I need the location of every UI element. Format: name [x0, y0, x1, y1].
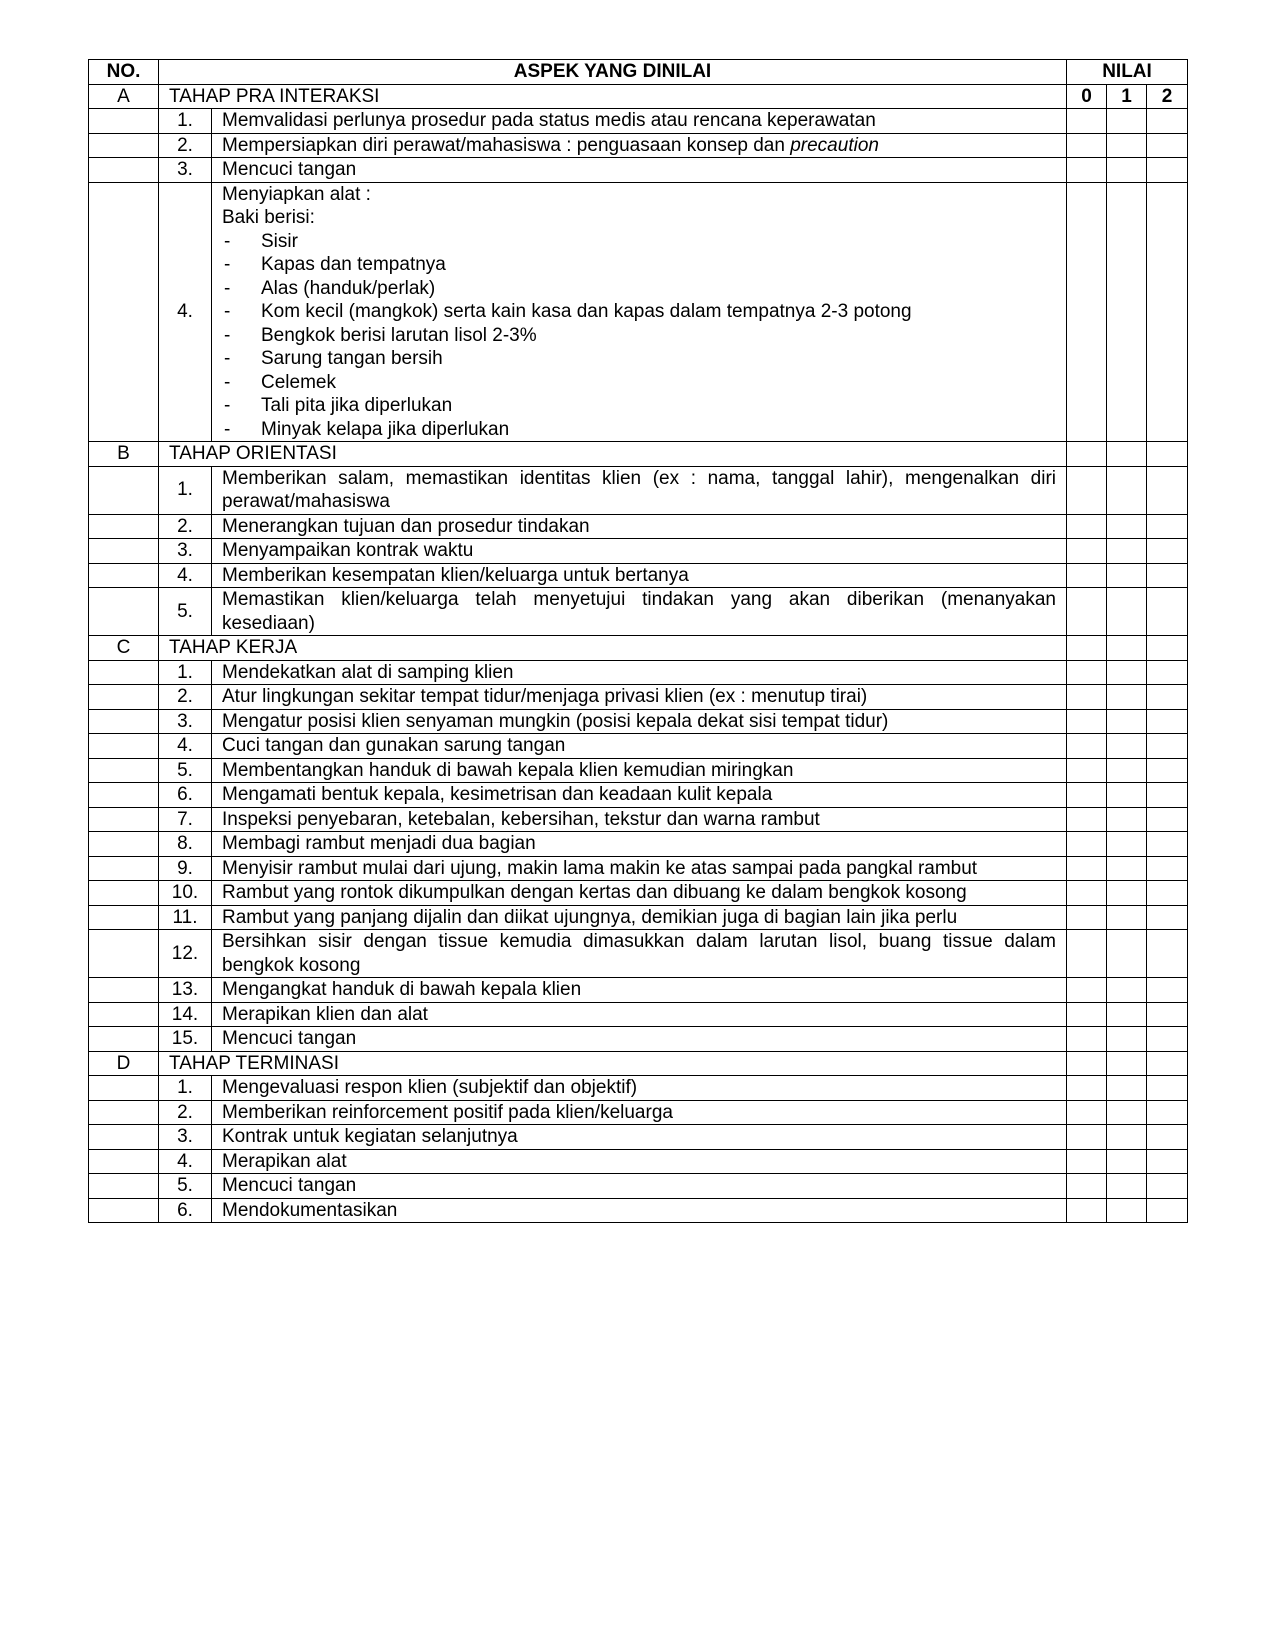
- score-cell-2[interactable]: [1147, 158, 1188, 183]
- table-row: [89, 466, 1188, 514]
- empty-cell: [89, 685, 159, 710]
- score-cell-0[interactable]: [1067, 1002, 1107, 1027]
- score-cell-0[interactable]: [1067, 1174, 1107, 1199]
- item-number: 12.: [159, 930, 212, 978]
- empty-cell: [89, 930, 159, 978]
- item-number: 2.: [159, 685, 212, 710]
- section-row: [89, 442, 1188, 467]
- tool-item: [222, 347, 1056, 371]
- item-text-main: Mempersiapkan diri perawat/mahasiswa : penguasaan konsep dan: [222, 134, 791, 156]
- item-text: Membagi rambut menjadi dua bagian: [212, 832, 1067, 857]
- item-number: 5.: [159, 758, 212, 783]
- item-text: [212, 133, 1067, 158]
- score-cell-1[interactable]: [1107, 832, 1147, 857]
- empty-cell: [89, 1125, 159, 1150]
- score-cell-1[interactable]: [1107, 109, 1147, 134]
- item-text: Mengangkat handuk di bawah kepala klien: [212, 978, 1067, 1003]
- table-row: [89, 1076, 1188, 1101]
- score-cell-0[interactable]: [1067, 930, 1107, 978]
- score-cell-1[interactable]: [1107, 1051, 1147, 1076]
- score-cell-0[interactable]: [1067, 807, 1107, 832]
- item-text: Mengamati bentuk kepala, kesimetrisan dan keadaan kulit kepala: [212, 783, 1067, 808]
- score-cell-0[interactable]: [1067, 109, 1107, 134]
- score-cell-2[interactable]: [1147, 905, 1188, 930]
- table-row: [89, 1149, 1188, 1174]
- item-number: 11.: [159, 905, 212, 930]
- item-text: Menyampaikan kontrak waktu: [212, 539, 1067, 564]
- score-cell-1[interactable]: [1107, 1100, 1147, 1125]
- empty-cell: [89, 905, 159, 930]
- no-header: NO.: [89, 60, 159, 85]
- score-cell-2[interactable]: [1147, 709, 1188, 734]
- score-cell-1[interactable]: [1107, 514, 1147, 539]
- empty-cell: [89, 539, 159, 564]
- table-row: [89, 588, 1188, 636]
- table-row: [89, 807, 1188, 832]
- table-row: [89, 685, 1188, 710]
- score-cell-2[interactable]: [1147, 978, 1188, 1003]
- table-row: [89, 709, 1188, 734]
- score-cell-1[interactable]: [1107, 905, 1147, 930]
- item-number: 4.: [159, 563, 212, 588]
- score-cell-0[interactable]: [1067, 1198, 1107, 1223]
- score-header: NILAI: [1067, 60, 1188, 85]
- empty-cell: [89, 158, 159, 183]
- tool-label: Tali pita jika diperlukan: [261, 395, 453, 416]
- tool-item: [222, 300, 1056, 324]
- table-row: [89, 783, 1188, 808]
- score-cell-2[interactable]: [1147, 660, 1188, 685]
- item-number: 4.: [159, 1149, 212, 1174]
- item-number: 3.: [159, 1125, 212, 1150]
- score-cell-0[interactable]: [1067, 832, 1107, 857]
- tool-item: [222, 230, 1056, 254]
- score-cell-2[interactable]: [1147, 1174, 1188, 1199]
- empty-cell: [89, 563, 159, 588]
- item-number: 6.: [159, 783, 212, 808]
- table-row: [89, 158, 1188, 183]
- item-number: 7.: [159, 807, 212, 832]
- empty-cell: [89, 109, 159, 134]
- item-number: 1.: [159, 660, 212, 685]
- item-text: Merapikan klien dan alat: [212, 1002, 1067, 1027]
- item-number: 4.: [159, 182, 212, 442]
- item-number: 2.: [159, 1100, 212, 1125]
- tool-label: Bengkok berisi larutan lisol 2-3%: [261, 324, 537, 346]
- empty-cell: [89, 514, 159, 539]
- table-row: [89, 856, 1188, 881]
- item-text: Rambut yang panjang dijalin dan diikat ujungnya, demikian juga di bagian lain jika perlu: [212, 905, 1067, 930]
- score-cell-0[interactable]: [1067, 588, 1107, 636]
- section-row: [89, 1051, 1188, 1076]
- item-number: 6.: [159, 1198, 212, 1223]
- empty-cell: [89, 807, 159, 832]
- score-cell-2[interactable]: [1147, 133, 1188, 158]
- item-number: 1.: [159, 1076, 212, 1101]
- item-text: Mendokumentasikan: [212, 1198, 1067, 1223]
- empty-cell: [89, 182, 159, 442]
- item-text: Memberikan kesempatan klien/keluarga untuk bertanya: [212, 563, 1067, 588]
- tools-heading: Menyiapkan alat :: [222, 183, 371, 205]
- tool-item: [222, 371, 1056, 395]
- tool-item: [222, 324, 1056, 348]
- tool-label: Sarung tangan bersih: [261, 348, 443, 369]
- item-text: Membentangkan handuk di bawah kepala klien kemudian miringkan: [212, 758, 1067, 783]
- score-cell-0[interactable]: [1067, 563, 1107, 588]
- dash-bullet: -: [224, 254, 231, 275]
- score-cell-1[interactable]: [1107, 709, 1147, 734]
- table-row: [89, 514, 1188, 539]
- score-cell-2[interactable]: [1147, 881, 1188, 906]
- item-text: Mencuci tangan: [212, 1027, 1067, 1052]
- item-number: 8.: [159, 832, 212, 857]
- item-number: 14.: [159, 1002, 212, 1027]
- score-cell-1[interactable]: [1107, 539, 1147, 564]
- score-cell-0[interactable]: [1067, 442, 1107, 467]
- score-cell-1[interactable]: [1107, 442, 1147, 467]
- item-text: Mengatur posisi klien senyaman mungkin (posisi kepala dekat sisi tempat tidur): [212, 709, 1067, 734]
- score-cell-0[interactable]: [1067, 1125, 1107, 1150]
- empty-cell: [89, 832, 159, 857]
- table-row: [89, 1027, 1188, 1052]
- empty-cell: [89, 1174, 159, 1199]
- tool-label: Sisir: [261, 230, 298, 252]
- empty-cell: [89, 1100, 159, 1125]
- score-cell-2[interactable]: [1147, 832, 1188, 857]
- section-letter: D: [89, 1051, 159, 1076]
- aspect-header: ASPEK YANG DINILAI: [159, 60, 1067, 85]
- tool-label: Kapas dan tempatnya: [261, 254, 446, 275]
- score-cell-1[interactable]: [1107, 660, 1147, 685]
- item-text: Bersihkan sisir dengan tissue kemudia dimasukkan dalam larutan lisol, buang tissue dalam bengkok kosong: [212, 930, 1067, 978]
- score-cell-2[interactable]: [1147, 588, 1188, 636]
- item-text: Memberikan salam, memastikan identitas klien (ex : nama, tanggal lahir), mengenalkan diri perawat/mahasiswa: [212, 466, 1067, 514]
- table-row: [89, 1125, 1188, 1150]
- score-cell-0[interactable]: [1067, 978, 1107, 1003]
- section-letter: A: [89, 84, 159, 109]
- dash-bullet: -: [224, 230, 231, 252]
- score-cell-0[interactable]: [1067, 783, 1107, 808]
- score-option-1: 1: [1107, 84, 1147, 109]
- tool-item: [222, 253, 1056, 277]
- item-number: 2.: [159, 514, 212, 539]
- score-cell-2[interactable]: [1147, 685, 1188, 710]
- score-cell-1[interactable]: [1107, 158, 1147, 183]
- item-number: 10.: [159, 881, 212, 906]
- score-cell-0[interactable]: [1067, 539, 1107, 564]
- table-row: [89, 758, 1188, 783]
- score-cell-1[interactable]: [1107, 563, 1147, 588]
- score-cell-2[interactable]: [1147, 1076, 1188, 1101]
- table-row: [89, 1002, 1188, 1027]
- section-row: [89, 636, 1188, 661]
- score-cell-0[interactable]: [1067, 881, 1107, 906]
- empty-cell: [89, 133, 159, 158]
- section-letter: B: [89, 442, 159, 467]
- table-row: [89, 881, 1188, 906]
- item-text: Rambut yang rontok dikumpulkan dengan kertas dan dibuang ke dalam bengkok kosong: [212, 881, 1067, 906]
- score-cell-1[interactable]: [1107, 1174, 1147, 1199]
- empty-cell: [89, 466, 159, 514]
- score-cell-2[interactable]: [1147, 734, 1188, 759]
- empty-cell: [89, 978, 159, 1003]
- table-row: [89, 978, 1188, 1003]
- score-cell-1[interactable]: [1107, 685, 1147, 710]
- score-cell-0[interactable]: [1067, 133, 1107, 158]
- score-cell-1[interactable]: [1107, 807, 1147, 832]
- score-cell-0[interactable]: [1067, 1100, 1107, 1125]
- section-title: TAHAP KERJA: [159, 636, 1067, 661]
- score-option-2: 2: [1147, 84, 1188, 109]
- table-row: [89, 1198, 1188, 1223]
- empty-cell: [89, 856, 159, 881]
- item-text: Merapikan alat: [212, 1149, 1067, 1174]
- score-cell-0[interactable]: [1067, 709, 1107, 734]
- score-cell-2[interactable]: [1147, 1027, 1188, 1052]
- score-cell-2[interactable]: [1147, 182, 1188, 442]
- score-cell-0[interactable]: [1067, 158, 1107, 183]
- item-text: Atur lingkungan sekitar tempat tidur/menjaga privasi klien (ex : menutup tirai): [212, 685, 1067, 710]
- item-number: 3.: [159, 158, 212, 183]
- empty-cell: [89, 1198, 159, 1223]
- score-cell-0[interactable]: [1067, 734, 1107, 759]
- score-cell-1[interactable]: [1107, 881, 1147, 906]
- dash-bullet: -: [224, 418, 231, 440]
- table-row: [89, 734, 1188, 759]
- score-cell-1[interactable]: [1107, 1027, 1147, 1052]
- score-cell-1[interactable]: [1107, 466, 1147, 514]
- score-cell-2[interactable]: [1147, 856, 1188, 881]
- item-number: 2.: [159, 133, 212, 158]
- table-row: [89, 1174, 1188, 1199]
- score-cell-0[interactable]: [1067, 758, 1107, 783]
- score-cell-2[interactable]: [1147, 930, 1188, 978]
- score-cell-2[interactable]: [1147, 1002, 1188, 1027]
- tool-label: Celemek: [261, 371, 336, 393]
- empty-cell: [89, 734, 159, 759]
- score-cell-2[interactable]: [1147, 783, 1188, 808]
- score-cell-0[interactable]: [1067, 905, 1107, 930]
- section-title: TAHAP ORIENTASI: [159, 442, 1067, 467]
- table-row: [89, 539, 1188, 564]
- item-text: Memastikan klien/keluarga telah menyetujui tindakan yang akan diberikan (menanyakan kesediaan): [212, 588, 1067, 636]
- score-cell-0[interactable]: [1067, 856, 1107, 881]
- item-text: Cuci tangan dan gunakan sarung tangan: [212, 734, 1067, 759]
- score-cell-0[interactable]: [1067, 636, 1107, 661]
- table-row: [89, 563, 1188, 588]
- dash-bullet: -: [224, 395, 231, 416]
- score-cell-1[interactable]: [1107, 1125, 1147, 1150]
- dash-bullet: -: [224, 277, 231, 299]
- score-cell-1[interactable]: [1107, 856, 1147, 881]
- score-cell-2[interactable]: [1147, 1051, 1188, 1076]
- empty-cell: [89, 1149, 159, 1174]
- score-cell-2[interactable]: [1147, 563, 1188, 588]
- empty-cell: [89, 1002, 159, 1027]
- score-cell-0[interactable]: [1067, 1076, 1107, 1101]
- score-cell-1[interactable]: [1107, 1198, 1147, 1223]
- score-cell-0[interactable]: [1067, 685, 1107, 710]
- score-cell-1[interactable]: [1107, 588, 1147, 636]
- score-cell-1[interactable]: [1107, 636, 1147, 661]
- dash-bullet: -: [224, 348, 231, 369]
- score-cell-2[interactable]: [1147, 1100, 1188, 1125]
- tray-heading: Baki berisi:: [222, 207, 315, 228]
- table-row: [89, 905, 1188, 930]
- header-row: [89, 60, 1188, 85]
- score-cell-1[interactable]: [1107, 978, 1147, 1003]
- empty-cell: [89, 783, 159, 808]
- section-title: TAHAP TERMINASI: [159, 1051, 1067, 1076]
- score-cell-1[interactable]: [1107, 1002, 1147, 1027]
- empty-cell: [89, 881, 159, 906]
- table-row: [89, 832, 1188, 857]
- item-number: 15.: [159, 1027, 212, 1052]
- score-cell-1[interactable]: [1107, 930, 1147, 978]
- table-row: [89, 1100, 1188, 1125]
- item-text: Mencuci tangan: [212, 1174, 1067, 1199]
- dash-bullet: -: [224, 324, 231, 346]
- score-cell-0[interactable]: [1067, 660, 1107, 685]
- score-cell-2[interactable]: [1147, 1198, 1188, 1223]
- tool-item: [222, 418, 1056, 442]
- section-row: [89, 84, 1188, 109]
- item-text: Inspeksi penyebaran, ketebalan, kebersihan, tekstur dan warna rambut: [212, 807, 1067, 832]
- score-cell-2[interactable]: [1147, 109, 1188, 134]
- item-text: Menerangkan tujuan dan prosedur tindakan: [212, 514, 1067, 539]
- score-cell-2[interactable]: [1147, 1125, 1188, 1150]
- item-text: Memvalidasi perlunya prosedur pada status medis atau rencana keperawatan: [212, 109, 1067, 134]
- score-cell-2[interactable]: [1147, 1149, 1188, 1174]
- score-cell-2[interactable]: [1147, 807, 1188, 832]
- score-option-0: 0: [1067, 84, 1107, 109]
- score-cell-0[interactable]: [1067, 1051, 1107, 1076]
- score-cell-0[interactable]: [1067, 182, 1107, 442]
- item-number: 3.: [159, 539, 212, 564]
- score-cell-0[interactable]: [1067, 466, 1107, 514]
- score-cell-1[interactable]: [1107, 1149, 1147, 1174]
- score-cell-1[interactable]: [1107, 734, 1147, 759]
- score-cell-2[interactable]: [1147, 758, 1188, 783]
- item-text: [212, 182, 1067, 442]
- item-number: 4.: [159, 734, 212, 759]
- score-cell-1[interactable]: [1107, 758, 1147, 783]
- item-number: 13.: [159, 978, 212, 1003]
- score-cell-2[interactable]: [1147, 539, 1188, 564]
- tool-label: Minyak kelapa jika diperlukan: [261, 418, 510, 440]
- score-cell-1[interactable]: [1107, 133, 1147, 158]
- item-number: 3.: [159, 709, 212, 734]
- tool-item: [222, 277, 1056, 301]
- item-text: Menyisir rambut mulai dari ujung, makin lama makin ke atas sampai pada pangkal rambut: [212, 856, 1067, 881]
- empty-cell: [89, 1076, 159, 1101]
- empty-cell: [89, 660, 159, 685]
- table-row: [89, 109, 1188, 134]
- section-title: TAHAP PRA INTERAKSI: [159, 84, 1067, 109]
- score-cell-2[interactable]: [1147, 514, 1188, 539]
- score-cell-1[interactable]: [1107, 1076, 1147, 1101]
- score-cell-0[interactable]: [1067, 1149, 1107, 1174]
- item-text-italic: precaution: [790, 134, 879, 156]
- item-number: 9.: [159, 856, 212, 881]
- score-cell-1[interactable]: [1107, 182, 1147, 442]
- score-cell-2[interactable]: [1147, 636, 1188, 661]
- empty-cell: [89, 758, 159, 783]
- score-cell-2[interactable]: [1147, 466, 1188, 514]
- tool-label: Kom kecil (mangkok) serta kain kasa dan kapas dalam tempatnya 2-3 potong: [261, 301, 912, 322]
- dash-bullet: -: [224, 301, 231, 322]
- empty-cell: [89, 1027, 159, 1052]
- item-text: Mengevaluasi respon klien (subjektif dan objektif): [212, 1076, 1067, 1101]
- section-letter: C: [89, 636, 159, 661]
- item-text: Memberikan reinforcement positif pada klien/keluarga: [212, 1100, 1067, 1125]
- tool-list: [222, 230, 1056, 442]
- table-row: [89, 660, 1188, 685]
- item-number: 5.: [159, 1174, 212, 1199]
- empty-cell: [89, 709, 159, 734]
- table-row: [89, 133, 1188, 158]
- table-row: [89, 182, 1188, 442]
- item-number: 1.: [159, 466, 212, 514]
- tool-label: Alas (handuk/perlak): [261, 277, 436, 299]
- tool-item: [222, 394, 1056, 418]
- table-row: [89, 930, 1188, 978]
- score-cell-0[interactable]: [1067, 514, 1107, 539]
- item-number: 1.: [159, 109, 212, 134]
- item-number: 5.: [159, 588, 212, 636]
- empty-cell: [89, 588, 159, 636]
- item-text: Mendekatkan alat di samping klien: [212, 660, 1067, 685]
- dash-bullet: -: [224, 371, 231, 393]
- score-cell-1[interactable]: [1107, 783, 1147, 808]
- item-text: Mencuci tangan: [212, 158, 1067, 183]
- score-cell-2[interactable]: [1147, 442, 1188, 467]
- assessment-table: [88, 59, 1188, 1223]
- score-cell-0[interactable]: [1067, 1027, 1107, 1052]
- item-text: Kontrak untuk kegiatan selanjutnya: [212, 1125, 1067, 1150]
